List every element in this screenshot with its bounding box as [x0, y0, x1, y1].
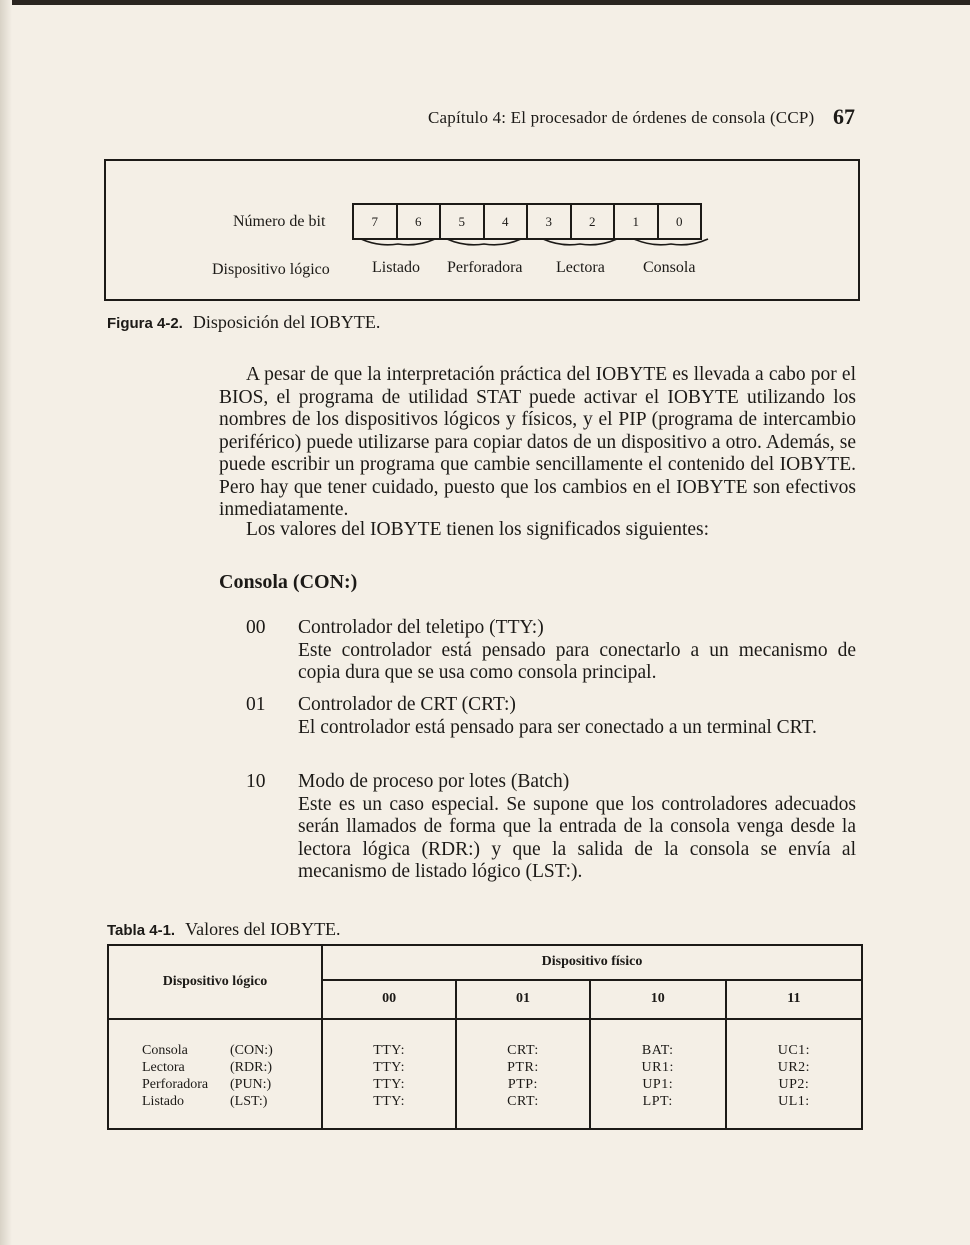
- value-code: 10: [246, 771, 266, 792]
- table-caption-text: Valores del IOBYTE.: [185, 919, 341, 939]
- value-code: 01: [246, 694, 266, 715]
- brace-icon: [633, 238, 709, 248]
- table-row-label: [142, 1059, 321, 1076]
- device-code: (CON:): [230, 1043, 273, 1058]
- page-binding-edge: [0, 0, 12, 1245]
- bit-cell: 3: [528, 205, 572, 238]
- brace-icon: [360, 238, 436, 248]
- table-cell: UP1:: [642, 1077, 674, 1092]
- table-caption: [107, 919, 341, 940]
- value-description: [298, 771, 856, 884]
- header-code: 01: [456, 980, 589, 1019]
- device-name: Perforadora: [142, 1077, 209, 1092]
- page-number: 67: [833, 104, 855, 129]
- logical-device-label: Dispositivo lógico: [212, 261, 330, 278]
- bit-number-label: Número de bit: [233, 213, 326, 230]
- table-cell: PTR:: [507, 1060, 539, 1075]
- figure-caption: [107, 312, 380, 333]
- device-code: (PUN:): [230, 1077, 272, 1092]
- bit-row: [352, 203, 702, 240]
- table-cell: UR1:: [641, 1060, 674, 1075]
- table-row-label: [142, 1042, 321, 1059]
- table-cell: CRT:: [507, 1043, 539, 1058]
- logical-device-list: [108, 1019, 322, 1129]
- iobyte-table: [107, 944, 863, 1130]
- device-name: Consola: [643, 259, 696, 276]
- table-column-01: [456, 1019, 589, 1129]
- header-code: 10: [590, 980, 726, 1019]
- value-code: 00: [246, 617, 266, 638]
- bit-cell: 7: [354, 205, 398, 238]
- figure-caption-label: Figura 4-2.: [107, 315, 183, 332]
- table-cell: TTY:: [373, 1094, 406, 1109]
- table-cell: UP2:: [778, 1077, 810, 1092]
- device-code: (LST:): [230, 1094, 268, 1109]
- bit-cell: 2: [572, 205, 616, 238]
- table-cell: TTY:: [373, 1077, 406, 1092]
- device-name: Listado: [372, 259, 420, 276]
- value-title: Controlador de CRT (CRT:): [298, 694, 516, 715]
- running-head: Capítulo 4: El procesador de órdenes de consola (CCP): [428, 108, 815, 127]
- brace-icon: [542, 238, 618, 248]
- device-name: Consola: [142, 1043, 188, 1058]
- table-cell: UL1:: [778, 1094, 810, 1109]
- table-column-11: [726, 1019, 862, 1129]
- table-cell: PTP:: [507, 1077, 538, 1092]
- table-cell: TTY:: [373, 1060, 406, 1075]
- device-name: Listado: [142, 1094, 184, 1109]
- header-code: 11: [726, 980, 862, 1019]
- header-code: 00: [322, 980, 456, 1019]
- table-column-00: [322, 1019, 456, 1129]
- device-name: Lectora: [142, 1060, 185, 1075]
- page-top-edge: [0, 0, 970, 5]
- bit-cell: 4: [485, 205, 529, 238]
- figure-caption-text: Disposición del IOBYTE.: [192, 312, 381, 332]
- paragraph: Los valores del IOBYTE tienen los significados siguientes:: [246, 519, 710, 540]
- paragraph: A pesar de que la interpretación práctica del IOBYTE es llevada a cabo por el BIOS, el programa de utilidad STAT puede activar el IOBYTE utilizando los nombres de los dispositivos lógicos y físicos, y el PIP (programa de intercambio periférico) puede utilizarse para copiar datos de un dispositivo a otro. Además, se puede escribir un programa que cambie sencillamente el contenido del IOBYTE. Pero hay que tener cuidado, puesto que los cambios en el IOBYTE son efectivos inmediatamente.: [219, 364, 856, 520]
- value-description: [298, 694, 856, 739]
- bit-cell: 6: [398, 205, 442, 238]
- device-name: Lectora: [556, 259, 605, 276]
- header-logical-device: Dispositivo lógico: [108, 945, 322, 1019]
- table-row-label: [142, 1076, 321, 1093]
- table-cell: UC1:: [777, 1043, 811, 1058]
- value-title: Controlador del teletipo (TTY:): [298, 617, 544, 638]
- table-row-label: [142, 1093, 321, 1110]
- header-physical-device: Dispositivo físico: [322, 945, 862, 980]
- table-column-10: [590, 1019, 726, 1129]
- bit-cell: 1: [615, 205, 659, 238]
- bit-cell: 0: [676, 213, 683, 229]
- value-description: [298, 617, 856, 685]
- device-name: Perforadora: [447, 259, 523, 276]
- section-heading: Consola (CON:): [219, 571, 358, 593]
- table-cell: LPT:: [642, 1094, 673, 1109]
- bit-cell: 5: [441, 205, 485, 238]
- table-caption-label: Tabla 4-1.: [107, 922, 176, 939]
- value-text: El controlador está pensado para ser conectado a un terminal CRT.: [298, 716, 817, 738]
- table-cell: TTY:: [373, 1043, 406, 1058]
- device-code: (RDR:): [230, 1060, 272, 1075]
- value-text: Este controlador está pensado para conectarlo a un mecanismo de copia dura que se usa como consola principal.: [298, 639, 856, 683]
- value-text: Este es un caso especial. Se supone que los controladores adecuados serán llamados de forma que la entrada de la consola venga desde la lectora lógica (RDR:) y que la salida de la consola se envía al mecanismo de listado lógico (LST:).: [298, 793, 856, 882]
- table-cell: BAT:: [641, 1043, 674, 1058]
- value-title: Modo de proceso por lotes (Batch): [298, 771, 570, 792]
- table-cell: UR2:: [777, 1060, 811, 1075]
- brace-icon: [446, 238, 522, 248]
- table-cell: CRT:: [507, 1094, 539, 1109]
